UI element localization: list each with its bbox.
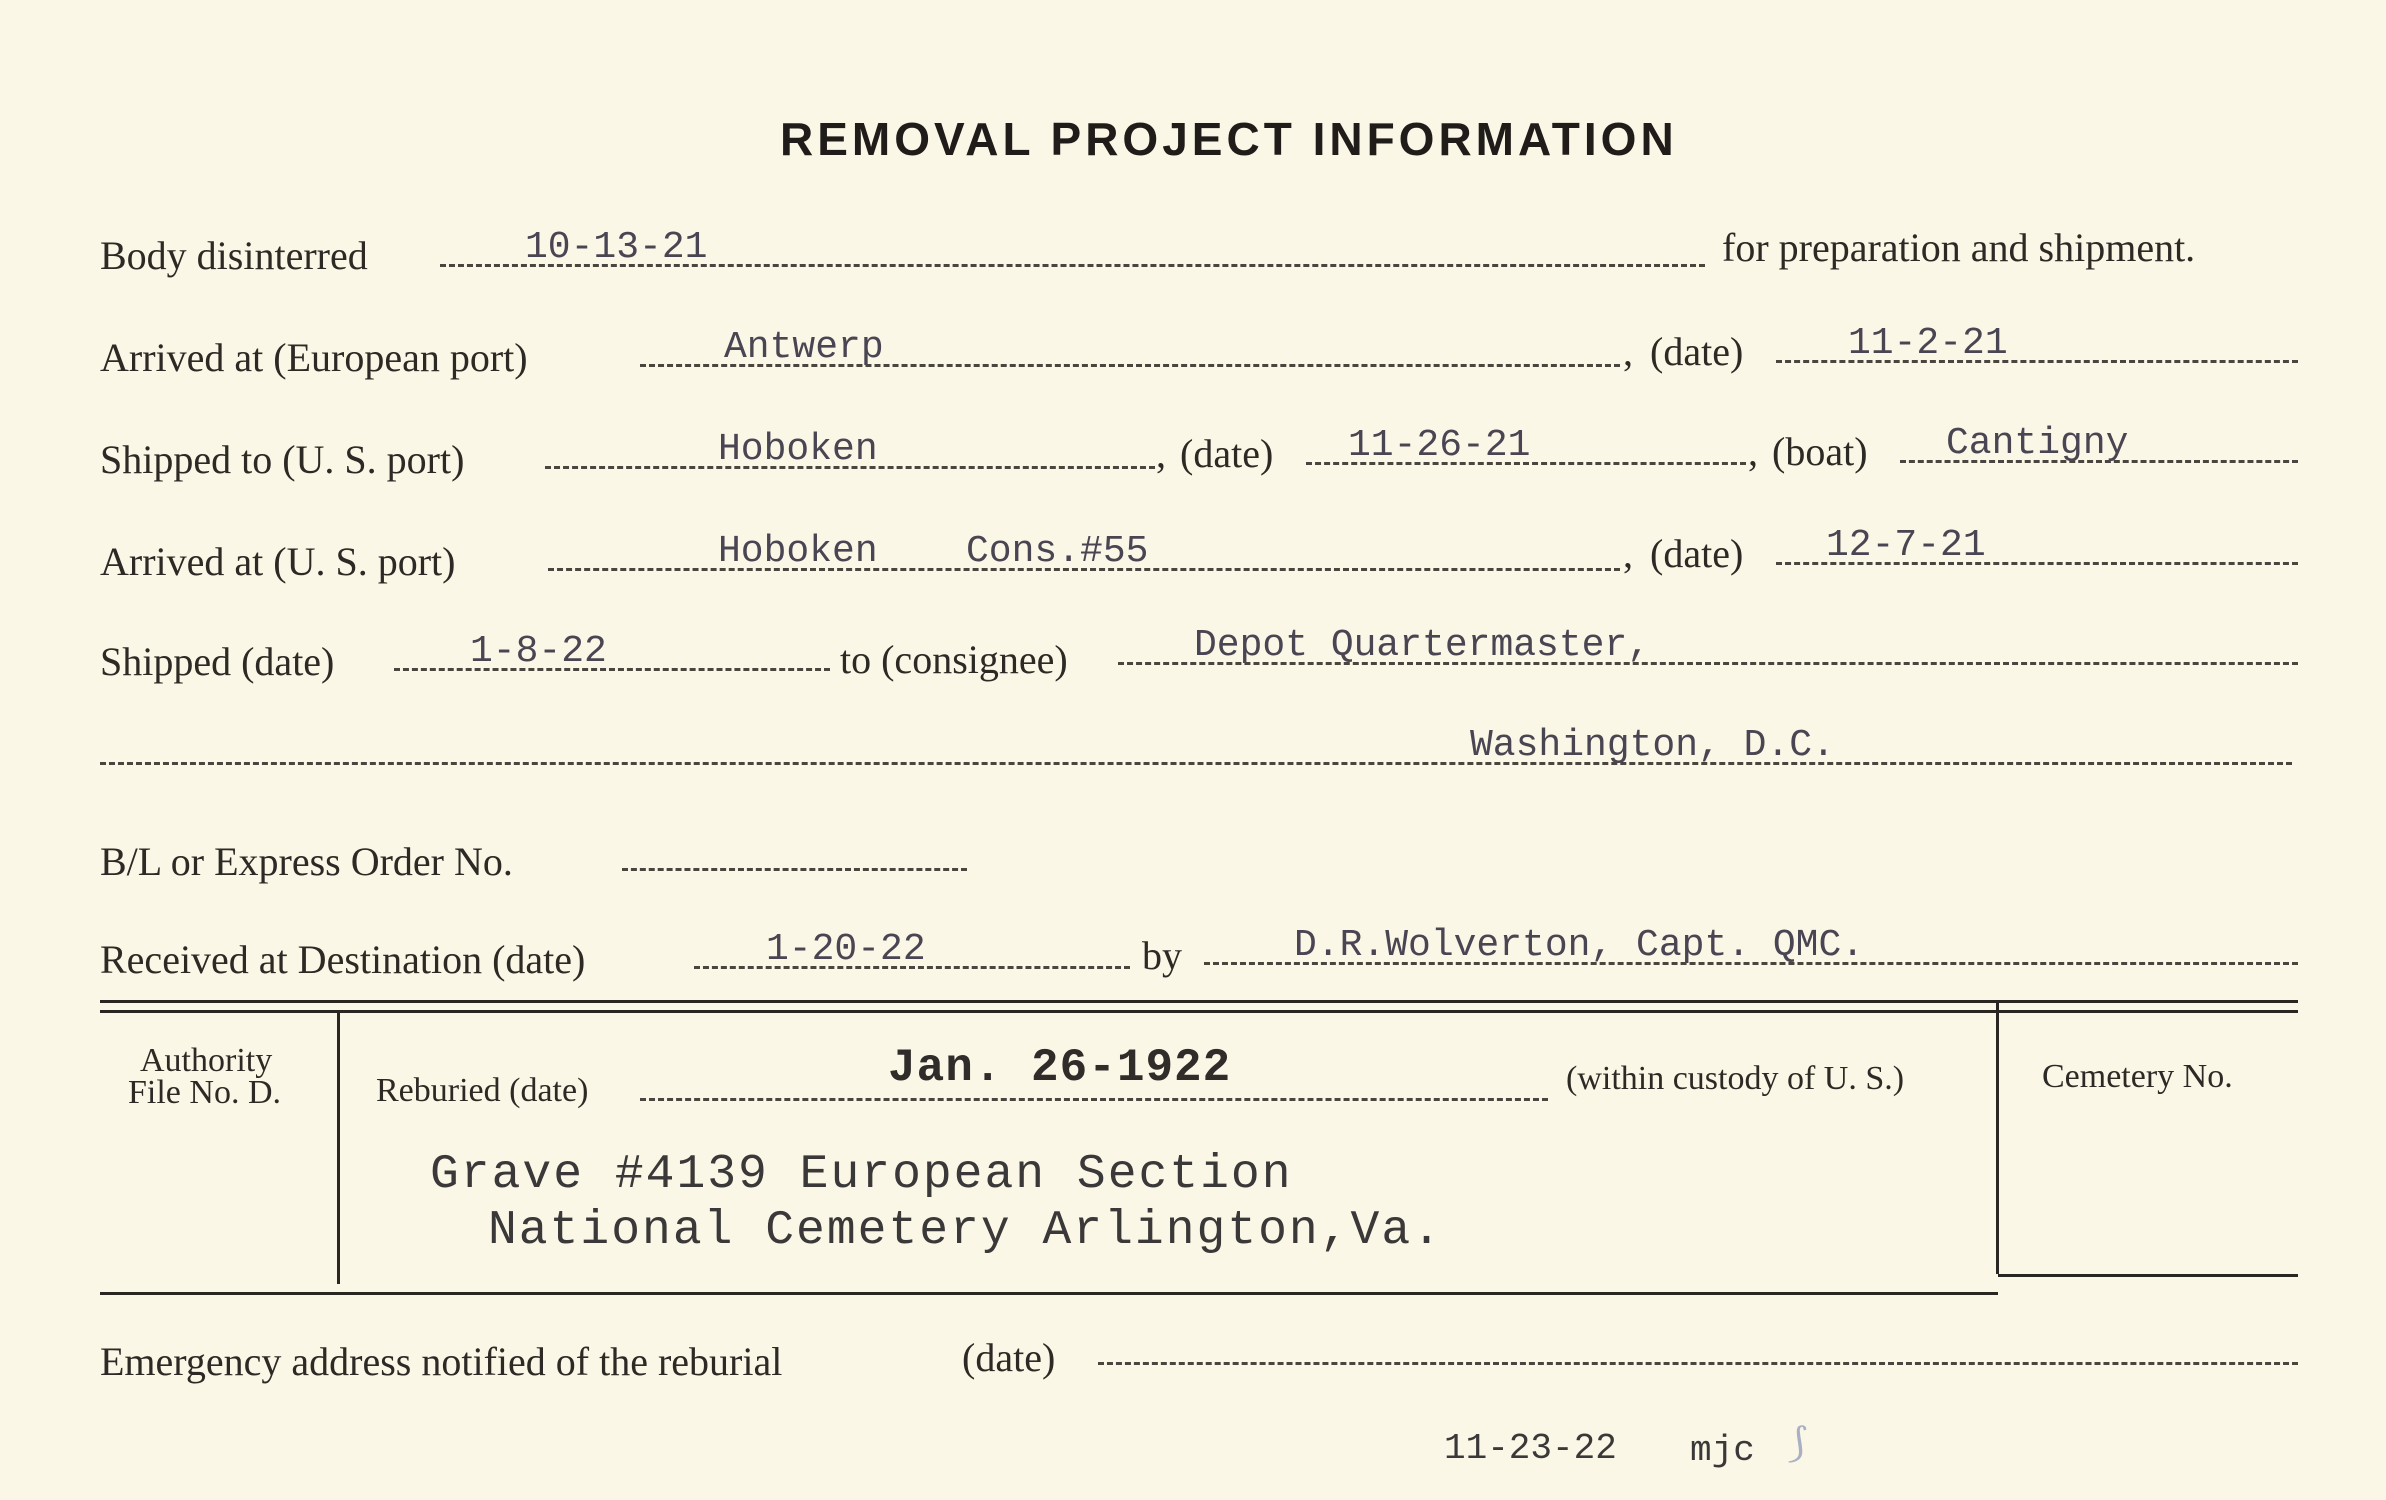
card-title: REMOVAL PROJECT INFORMATION	[780, 113, 1678, 165]
value-received-by: D.R.Wolverton, Capt. QMC.	[1294, 924, 1865, 967]
value-grave-line1: Grave #4139 European Section	[430, 1148, 1293, 1202]
table-divider-left	[337, 1012, 340, 1284]
value-footer-date: 11-23-22	[1444, 1428, 1617, 1469]
label-arrived-european: Arrived at (European port)	[100, 335, 528, 380]
fill-line-consignee-continued	[100, 762, 2292, 765]
label-to-consignee: to (consignee)	[840, 637, 1068, 682]
value-shipped-out-date: 1-8-22	[470, 630, 607, 673]
label-file-no: File No. D.	[128, 1074, 281, 1111]
table-divider-right	[1996, 1000, 1999, 1274]
fill-line-emergency	[1098, 1362, 2298, 1365]
label-authority: Authority	[140, 1042, 273, 1079]
fill-line-shipped-out-date	[394, 668, 830, 671]
table-cemetery-bottom	[1998, 1274, 2298, 1277]
fill-line-bl-express	[622, 868, 967, 871]
label-cemetery-no: Cemetery No.	[2042, 1058, 2233, 1095]
value-arrived-date: 12-7-21	[1826, 524, 1986, 567]
label-by: by	[1142, 933, 1182, 978]
table-top-rule	[100, 1000, 2298, 1003]
value-received-date: 1-20-22	[766, 928, 926, 971]
comma: ,	[1748, 429, 1758, 474]
comma: ,	[1156, 431, 1166, 476]
label-shipped-to-us: Shipped to (U. S. port)	[100, 437, 465, 482]
value-us-port-arrived: Hoboken	[718, 530, 878, 573]
label-emergency-date: (date)	[962, 1335, 1056, 1380]
label-bl-express: B/L or Express Order No.	[100, 839, 513, 884]
value-consignee-line1: Depot Quartermaster,	[1194, 624, 1651, 667]
label-body-disinterred: Body disinterred	[100, 233, 368, 278]
value-us-port-shipped: Hoboken	[718, 428, 878, 471]
table-top-rule-inner	[100, 1010, 2298, 1013]
label-shipped-date: (date)	[1180, 431, 1274, 476]
value-european-port: Antwerp	[724, 326, 884, 369]
label-arrived-date: (date)	[1650, 531, 1744, 576]
value-boat: Cantigny	[1946, 422, 2129, 465]
fill-line-reburied-date	[640, 1098, 1548, 1101]
value-european-date: 11-2-21	[1848, 322, 2008, 365]
comma: ,	[1623, 329, 1633, 374]
comma: ,	[1623, 531, 1633, 576]
label-reburied: Reburied (date)	[376, 1072, 589, 1109]
label-for-preparation: for preparation and shipment.	[1722, 225, 2196, 270]
label-boat: (boat)	[1772, 429, 1868, 474]
label-within-custody: (within custody of U. S.)	[1566, 1060, 1905, 1097]
value-grave-line2: National Cemetery Arlington,Va.	[488, 1204, 1443, 1258]
value-disinterred-date: 10-13-21	[525, 226, 708, 269]
label-emergency: Emergency address notified of the reburial	[100, 1339, 783, 1384]
pencil-mark: ⟆	[1790, 1420, 1806, 1466]
label-received-destination: Received at Destination (date)	[100, 937, 586, 982]
label-european-date: (date)	[1650, 329, 1744, 374]
table-bottom-rule	[100, 1292, 1998, 1295]
value-consignment-number: Cons.#55	[966, 530, 1149, 573]
label-arrived-us: Arrived at (U. S. port)	[100, 539, 456, 584]
value-reburied-date: Jan. 26-1922	[888, 1042, 1232, 1094]
value-footer-initials: mjc	[1690, 1430, 1755, 1471]
value-shipped-date: 11-26-21	[1348, 424, 1531, 467]
label-shipped-date-out: Shipped (date)	[100, 639, 335, 684]
value-consignee-line2: Washington, D.C.	[1470, 724, 1835, 767]
